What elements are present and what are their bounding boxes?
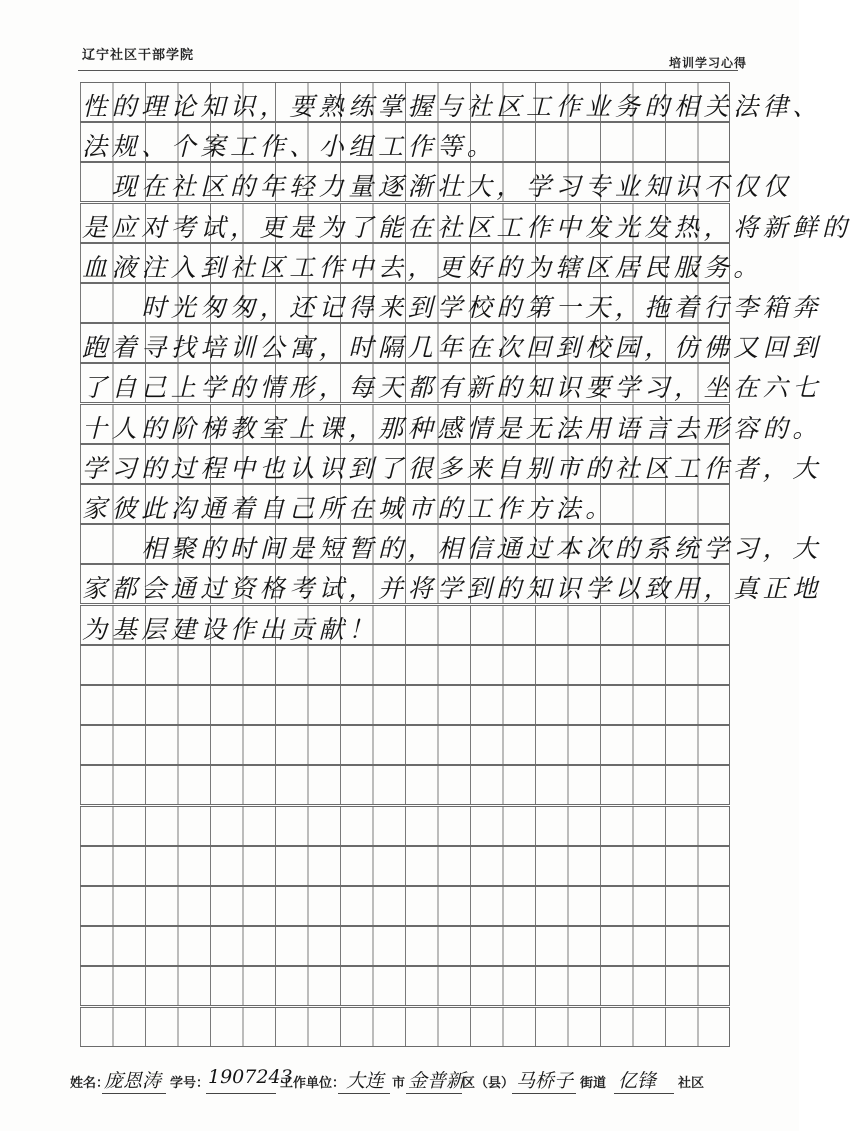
handwritten-line: 学习的过程中也认识到了很多来自别市的社区工作者，大 bbox=[82, 453, 823, 483]
handwritten-line: 是应对考试，更是为了能在社区工作中发光发热，将新鲜的 bbox=[82, 212, 852, 242]
city-underline bbox=[338, 1093, 390, 1094]
handwritten-line: 跑着寻找培训公寓，时隔几年在次回到校园，仿佛又回到 bbox=[82, 333, 823, 363]
name-underline bbox=[102, 1093, 166, 1094]
grid-row bbox=[80, 685, 730, 725]
grid-row bbox=[80, 82, 823, 122]
grid-row bbox=[80, 283, 823, 323]
grid-row bbox=[80, 323, 823, 363]
city-label: 市 bbox=[392, 1076, 406, 1091]
handwritten-line: 为基层建设作出贡献！ bbox=[82, 614, 379, 644]
grid-row bbox=[80, 404, 823, 444]
district-underline bbox=[406, 1093, 462, 1094]
district-value: 金普新 bbox=[408, 1070, 466, 1092]
institution-name: 辽宁社区干部学院 bbox=[82, 48, 195, 63]
grid-row bbox=[80, 524, 823, 564]
grid-row bbox=[80, 846, 730, 886]
handwritten-line: 相聚的时间是短暂的，相信通过本次的系统学习，大 bbox=[82, 534, 823, 564]
student-id-underline bbox=[206, 1093, 276, 1094]
street-underline bbox=[512, 1093, 576, 1094]
handwritten-line: 家彼此沟通着自己所在城市的工作方法。 bbox=[82, 494, 615, 523]
street-value: 马桥子 bbox=[516, 1070, 574, 1092]
footer-info bbox=[70, 1066, 750, 1096]
community-underline bbox=[614, 1093, 674, 1094]
grid-row bbox=[80, 1007, 730, 1047]
grid-row bbox=[80, 725, 730, 765]
grid-row bbox=[80, 363, 823, 403]
handwritten-line: 时光匆匆，还记得来到学校的第一天，拖着行李箱奔 bbox=[82, 293, 823, 322]
street-label: 街道 bbox=[580, 1076, 607, 1091]
handwritten-line: 了自己上学的情形，每天都有新的知识要学习，坐在六七 bbox=[82, 373, 823, 403]
handwritten-line: 性的理论知识，要熟练掌握与社区工作业务的相关法律、 bbox=[82, 92, 823, 121]
student-id-value: 1907243 bbox=[208, 1066, 293, 1088]
grid-row bbox=[80, 162, 793, 202]
grid-row bbox=[80, 605, 730, 645]
grid-row bbox=[80, 765, 730, 805]
district-label: 区（县） bbox=[462, 1076, 515, 1091]
work-unit-label: 工作单位： bbox=[280, 1076, 346, 1091]
handwritten-line: 十人的阶梯教室上课，那种感情是无法用语言去形容的。 bbox=[82, 413, 823, 443]
document-type: 培训学习心得 bbox=[668, 56, 747, 70]
header-divider bbox=[78, 70, 738, 71]
handwritten-line: 血液注入到社区工作中去，更好的为辖区居民服务。 bbox=[82, 252, 763, 282]
name-value: 庞恩涛 bbox=[104, 1070, 162, 1092]
community-label: 社区 bbox=[678, 1076, 705, 1091]
community-value: 亿锋 bbox=[618, 1070, 657, 1092]
handwritten-line: 家都会通过资格考试，并将学到的知识学以致用，真正地 bbox=[82, 574, 823, 604]
grid-row bbox=[80, 966, 730, 1006]
grid-row bbox=[80, 444, 823, 484]
grid-row bbox=[80, 564, 823, 604]
handwritten-line: 现在社区的年轻力量逐渐壮大，学习专业知识不仅仅 bbox=[82, 172, 793, 202]
grid-row bbox=[80, 484, 730, 524]
grid-row bbox=[80, 203, 852, 243]
city-value: 大连 bbox=[346, 1070, 385, 1092]
grid-row bbox=[80, 645, 730, 685]
student-id-label: 学号： bbox=[170, 1076, 210, 1091]
grid-row bbox=[80, 122, 730, 162]
grid-row bbox=[80, 243, 763, 283]
grid-row bbox=[80, 806, 730, 846]
handwritten-line: 法规、个案工作、小组工作等。 bbox=[82, 132, 497, 162]
grid-row bbox=[80, 926, 730, 966]
writing-grid bbox=[80, 82, 852, 1052]
grid-row bbox=[80, 886, 730, 926]
name-label: 姓名： bbox=[70, 1076, 110, 1091]
